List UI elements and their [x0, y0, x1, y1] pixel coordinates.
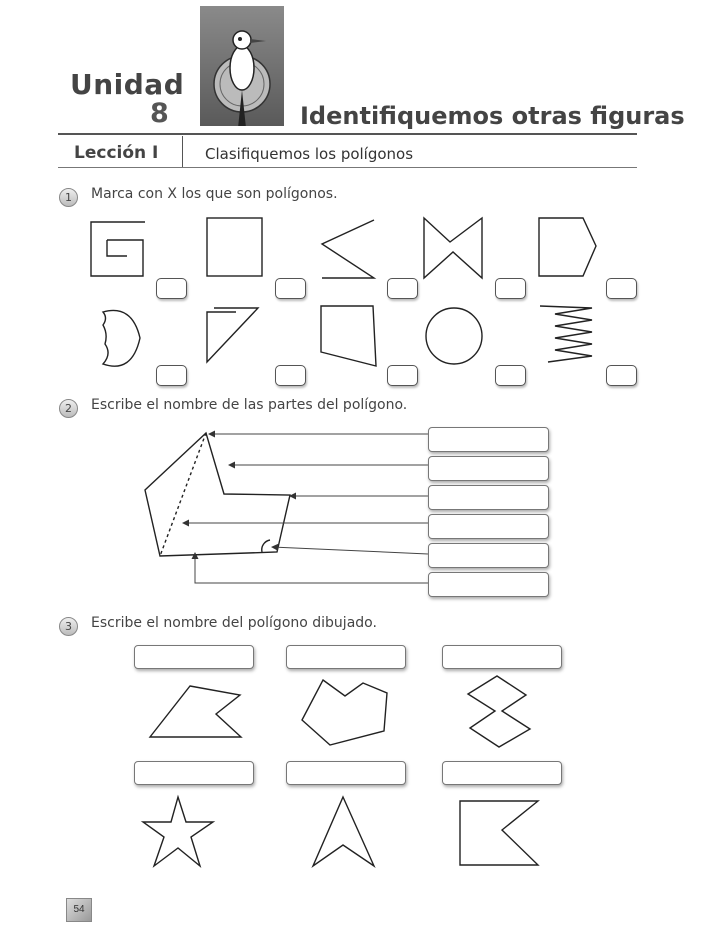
pentagon-concave-figure [460, 801, 538, 865]
arrowhead-figure [313, 797, 374, 866]
lesson-label: Lección I [74, 143, 159, 163]
unit-number: 8 [150, 98, 169, 129]
exercise-1-instruction: Marca con X los que son polígonos. [91, 186, 338, 202]
star-figure [143, 797, 213, 866]
exercise-3-instruction: Escribe el nombre del polígono dibujado. [91, 615, 377, 631]
exercise-2-number: 2 [59, 399, 78, 418]
unit-word: Unidad [70, 68, 185, 101]
exercise-1-number: 1 [59, 188, 78, 207]
page-number: 54 [66, 898, 92, 922]
exercise-2-instruction: Escribe el nombre de las partes del polígono. [91, 397, 408, 413]
lesson-title: Clasifiquemos los polígonos [205, 145, 414, 163]
heptagon-figure [302, 680, 387, 745]
quadrilateral-concave-figure [150, 686, 241, 737]
octagon-concave-figure [468, 676, 530, 747]
exercise-3-number: 3 [59, 617, 78, 636]
page-title: Identifiquemos otras figuras [300, 102, 685, 130]
